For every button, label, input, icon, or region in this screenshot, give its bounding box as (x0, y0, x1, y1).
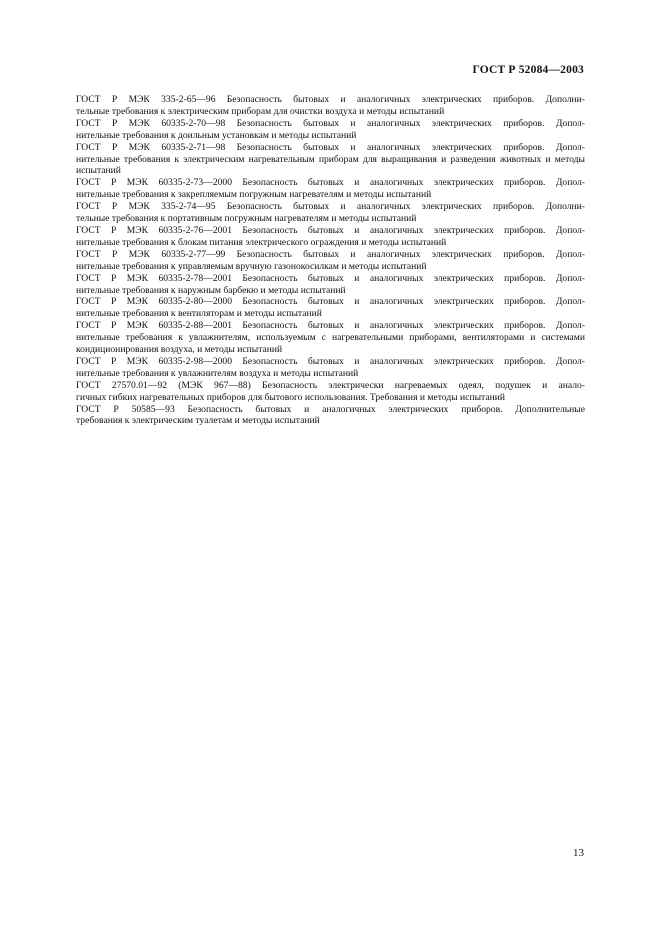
reference-entry-continuation: нительные требования к управляемым вручную газонокосилкам и методы испытаний (76, 260, 427, 272)
reference-entry-continuation: нительные требования к блокам питания электрического ограждения и методы испытаний (76, 236, 447, 248)
reference-entry-first-line: ГОСТ Р МЭК 60335-2-76—2001 Безопасность бытовых и аналогичных электрических приборов. Допол- (76, 224, 585, 236)
reference-entry (76, 296, 585, 320)
reference-entry (76, 94, 585, 118)
reference-entry (76, 118, 585, 142)
reference-entry (76, 356, 585, 380)
reference-entry-continuation: нительные требования к закрепляемым погружным нагревателям и методы испытаний (76, 189, 432, 201)
reference-entry-first-line: ГОСТ Р МЭК 60335-2-80—2000 Безопасность бытовых и аналогичных электрических приборов. Допол- (76, 296, 585, 308)
reference-entry (76, 249, 585, 273)
reference-entry-first-line: ГОСТ 27570.01—92 (МЭК 967—88) Безопасность электрически нагреваемых одеял, подушек и анало- (76, 379, 585, 391)
document-header-code: ГОСТ Р 52084—2003 (472, 64, 584, 76)
reference-entry-first-line: ГОСТ Р МЭК 60335-2-73—2000 Безопасность бытовых и аналогичных электрических приборов. Допол- (76, 177, 585, 189)
reference-entry (76, 320, 585, 356)
reference-entry-first-line: ГОСТ Р МЭК 60335-2-71—98 Безопасность бытовых и аналогичных электрических приборов. Допол- (76, 141, 585, 153)
reference-entry-first-line: ГОСТ Р 50585—93 Безопасность бытовых и аналогичных электрических приборов. Дополнительные (76, 403, 585, 415)
reference-entry-first-line: ГОСТ Р МЭК 60335-2-70—98 Безопасность бытовых и аналогичных электрических приборов. Допол- (76, 117, 585, 129)
reference-entry-first-line: ГОСТ Р МЭК 335-2-65—96 Безопасность бытовых и аналогичных электрических приборов. Дополни- (76, 94, 585, 105)
reference-entry-first-line: ГОСТ Р МЭК 60335-2-77—99 Безопасность бытовых и аналогичных электрических приборов. Допол- (76, 248, 585, 260)
reference-entry (76, 225, 585, 249)
page-number: 13 (573, 847, 584, 859)
reference-entry (76, 380, 585, 404)
reference-entry (76, 142, 585, 178)
reference-entry (76, 177, 585, 201)
reference-entry-continuation: нительные требования к увлажнителям воздуха и методы испытаний (76, 367, 359, 379)
reference-entry-continuation: нительные требования к электрическим нагревательным приборам для выращивания и разведения животных и методы испытаний (76, 153, 585, 177)
reference-entry (76, 201, 585, 225)
reference-entry-continuation: тельные требования к электрическим приборам для очистки воздуха и методы испытаний (76, 105, 445, 117)
reference-entry-first-line: ГОСТ Р МЭК 60335-2-98—2000 Безопасность бытовых и аналогичных электрических приборов. Допол- (76, 355, 585, 367)
reference-entry-continuation: нительные требования к увлажнителям, используемым с нагревательными приборами, вентиляторами и системами кондиционирования воздуха, и методы испытаний (76, 332, 585, 356)
reference-list (76, 94, 585, 427)
reference-entry-first-line: ГОСТ Р МЭК 335-2-74—95 Безопасность бытовых и аналогичных электрических приборов. Дополни- (76, 201, 585, 213)
reference-entry (76, 404, 585, 428)
reference-entry-continuation: требования к электрическим туалетам и методы испытаний (76, 415, 320, 427)
reference-entry-continuation: гичных гибких нагревательных приборов для бытового использования. Требования и методы испытаний (76, 391, 505, 403)
reference-entry-continuation: нительные требования к доильным установкам и методы испытаний (76, 129, 357, 141)
reference-entry (76, 273, 585, 297)
reference-entry-continuation: тельные требования к портативным погружным нагревателям и методы испытаний (76, 213, 417, 225)
reference-entry-first-line: ГОСТ Р МЭК 60335-2-78—2001 Безопасность бытовых и аналогичных электрических приборов. Допол- (76, 272, 585, 284)
reference-entry-continuation: нительные требования к вентиляторам и методы испытаний (76, 308, 322, 320)
reference-entry-first-line: ГОСТ Р МЭК 60335-2-88—2001 Безопасность бытовых и аналогичных электрических приборов. Допол- (76, 320, 585, 332)
reference-entry-continuation: нительные требования к наружным барбекю и методы испытаний (76, 284, 346, 296)
